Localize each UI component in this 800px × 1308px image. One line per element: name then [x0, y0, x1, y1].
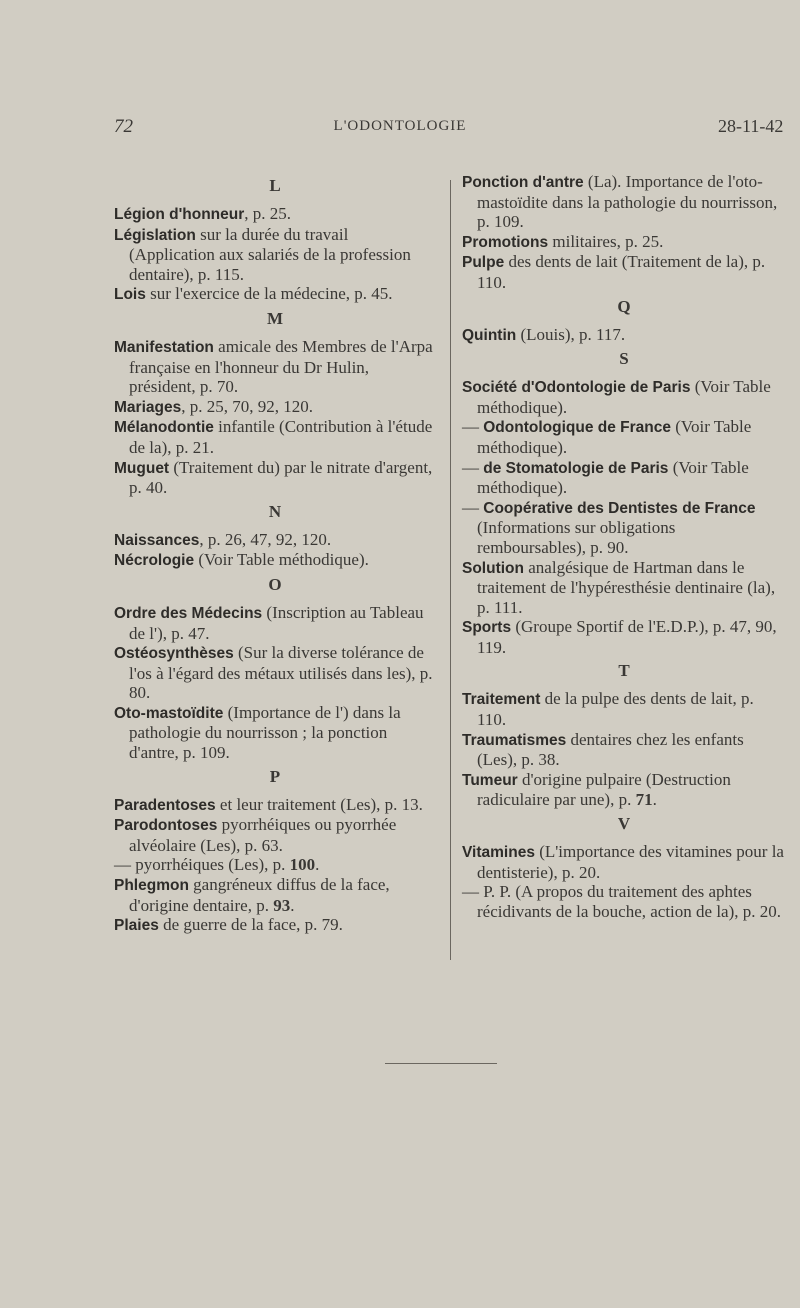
- section-letter: S: [619, 349, 629, 369]
- entry-headword: Promotions: [462, 233, 549, 251]
- entry-text: gangréneux diffus de la face, d'origine dentaire, p.: [129, 875, 390, 915]
- index-entry: [114, 603, 436, 643]
- entry-text: (Importance de l') dans la pathologie du nourrisson ; la ponction d'antre, p. 109.: [129, 702, 401, 763]
- entry-headword: Pulpe: [462, 254, 505, 272]
- entry-headword: Traitement: [462, 691, 541, 709]
- entry-subheadword: Odontologique de France: [483, 419, 671, 437]
- entry-headword: Ponction d'antre: [462, 174, 584, 191]
- entry-headword: Quintin: [462, 326, 517, 344]
- index-entry: [114, 703, 436, 763]
- entry-headword: Solution: [462, 559, 524, 577]
- index-entry: [462, 617, 786, 657]
- index-entry: [114, 795, 436, 816]
- entry-text: .: [652, 790, 657, 810]
- entry-headword: Plaies: [114, 917, 159, 935]
- running-header: [0, 116, 800, 146]
- entry-headword: Législation: [114, 226, 196, 244]
- index-entry: [462, 417, 786, 457]
- entry-headword: Muguet: [114, 459, 170, 477]
- index-entry: [462, 498, 786, 558]
- entry-text: —: [462, 497, 484, 517]
- section-letter: O: [268, 574, 282, 594]
- entry-text: sur l'exercice de la médecine, p. 45.: [145, 284, 393, 304]
- entry-text: .: [315, 855, 320, 875]
- entry-page-ref: 71: [635, 790, 653, 810]
- index-entry: [114, 204, 436, 225]
- entry-text: (Informations sur obligations remboursables), p. 90.: [477, 518, 676, 557]
- entry-text: (Voir Table méthodique).: [477, 457, 749, 498]
- footer-rule: [385, 1063, 497, 1064]
- index-entry: [114, 915, 436, 936]
- index-entry: [462, 730, 786, 770]
- entry-headword: Société d'Odontologie de Paris: [462, 379, 691, 397]
- index-entry: [114, 417, 436, 457]
- entry-text: , p. 25, 70, 92, 120.: [181, 396, 313, 416]
- entry-text: , p. 26, 47, 92, 120.: [199, 529, 332, 549]
- section-letter: N: [268, 501, 282, 521]
- entry-headword: Mélanodontie: [114, 419, 214, 437]
- entry-text: — pyorrhéiques (Les), p.: [114, 855, 290, 875]
- index-entry: [114, 550, 436, 571]
- index-entry: [114, 530, 436, 551]
- entry-text: (Traitement du) par le nitrate d'argent, p. 40.: [129, 457, 433, 498]
- section-letter: M: [266, 308, 284, 328]
- index-entry: [462, 842, 786, 882]
- entry-headword: Légion d'honneur: [114, 206, 245, 223]
- index-entry: [114, 225, 436, 285]
- index-entry: [114, 397, 436, 418]
- entry-headword: Sports: [462, 619, 512, 637]
- section-letter: L: [269, 176, 281, 195]
- index-entry: [114, 875, 436, 915]
- entry-text: (Sur la diverse tolérance de l'os à l'égard des métaux utilisés dans les), p. 80.: [129, 643, 433, 703]
- entry-text: de la pulpe des dents de lait, p. 110.: [477, 689, 754, 730]
- entry-text: pyorrhéiques ou pyorrhée alvéolaire (Les), p. 63.: [129, 815, 397, 855]
- entry-headword: Nécrologie: [114, 552, 195, 570]
- index-entry: [462, 232, 786, 253]
- entry-subheadword: Coopérative des Dentistes de France: [483, 499, 756, 517]
- section-letter: T: [618, 661, 630, 681]
- entry-headword: Parodontoses: [114, 817, 218, 835]
- index-entry: [114, 337, 436, 397]
- entry-text: analgésique de Hartman dans le traitement de l'hypéresthésie dentinaire (la), p. 111.: [477, 557, 776, 617]
- entry-text: (Voir Table méthodique).: [194, 550, 369, 570]
- entry-text: (La). Importance de l'oto-mastoïdite dans la pathologie du nourrisson, p. 109.: [477, 172, 778, 232]
- entry-headword: Lois: [114, 286, 146, 304]
- index-entry: [462, 458, 786, 498]
- entry-text: et leur traitement (Les), p. 13.: [215, 794, 423, 814]
- index-entry: [462, 882, 786, 921]
- handwritten-date: 28-11-42: [718, 116, 784, 136]
- entry-text: amicale des Membres de l'Arpa française en l'honneur du Dr Hulin, président, p. 70.: [129, 336, 433, 397]
- entry-headword: Oto-mastoïdite: [114, 704, 224, 722]
- entry-text: infantile (Contribution à l'étude de la), p. 21.: [129, 417, 433, 457]
- entry-text: —: [462, 417, 484, 437]
- entry-text: —: [462, 457, 484, 477]
- entry-text: de guerre de la face, p. 79.: [158, 915, 343, 935]
- entry-text: militaires, p. 25.: [548, 231, 664, 251]
- index-entry: [462, 558, 786, 618]
- index-entry: [462, 377, 786, 417]
- entry-headword: Ordre des Médecins: [114, 604, 263, 622]
- entry-headword: Tumeur: [462, 771, 518, 789]
- index-entry: [114, 284, 436, 305]
- entry-headword: Ostéosynthèses: [114, 645, 234, 663]
- entry-text: (Voir Table méthodique).: [477, 417, 752, 457]
- index-entry: [114, 643, 436, 703]
- entry-text: dentaires chez les enfants (Les), p. 38.: [477, 729, 744, 770]
- entry-text: (Louis), p. 117.: [516, 324, 626, 344]
- entry-subheadword: de Stomatologie de Paris: [483, 459, 669, 477]
- entry-text: (Groupe Sportif de l'E.D.P.), p. 47, 90, 119.: [477, 617, 777, 657]
- entry-headword: Paradentoses: [114, 796, 216, 814]
- index-entry: [114, 458, 436, 498]
- entry-text: — P. P. (A propos du traitement des aphtes récidivants de la bouche, action de la), p. 20.: [462, 882, 781, 921]
- entry-text: (Inscription au Tableau de l'), p. 47.: [129, 602, 424, 643]
- index-entry: [462, 252, 786, 292]
- section-letter: P: [269, 766, 281, 786]
- entry-text: d'origine pulpaire (Destruction radiculaire par une), p.: [477, 769, 731, 810]
- entry-headword: Naissances: [114, 531, 200, 549]
- index-entry: [462, 770, 786, 810]
- entry-page-ref: 100: [289, 855, 316, 875]
- index-entry: [114, 855, 436, 875]
- entry-headword: Manifestation: [114, 338, 214, 356]
- entry-headword: Phlegmon: [114, 877, 189, 895]
- column-divider: [450, 180, 451, 960]
- entry-headword: Mariages: [114, 398, 182, 416]
- entry-text: sur la durée du travail (Application aux salariés de la profession dentaire), p. 115.: [129, 224, 411, 284]
- entry-text: .: [290, 895, 295, 915]
- left-column: [114, 172, 436, 936]
- entry-text: , p. 25.: [244, 204, 292, 223]
- entry-text: (Voir Table méthodique).: [477, 377, 771, 417]
- index-entry: [462, 172, 786, 232]
- index-entry: [462, 689, 786, 729]
- page-number: 72: [114, 116, 133, 137]
- entry-headword: Vitamines: [462, 844, 535, 862]
- right-column: [462, 172, 786, 921]
- section-letter: V: [617, 814, 631, 834]
- section-letter: Q: [617, 296, 631, 316]
- entry-page-ref: 93: [273, 895, 291, 915]
- entry-text: des dents de lait (Traitement de la), p. 110.: [477, 252, 766, 292]
- running-title: L'ODONTOLOGIE: [333, 118, 467, 134]
- index-entry: [462, 325, 786, 346]
- index-entry: [114, 815, 436, 855]
- entry-headword: Traumatismes: [462, 731, 567, 749]
- entry-text: (L'importance des vitamines pour la dentisterie), p. 20.: [477, 842, 784, 882]
